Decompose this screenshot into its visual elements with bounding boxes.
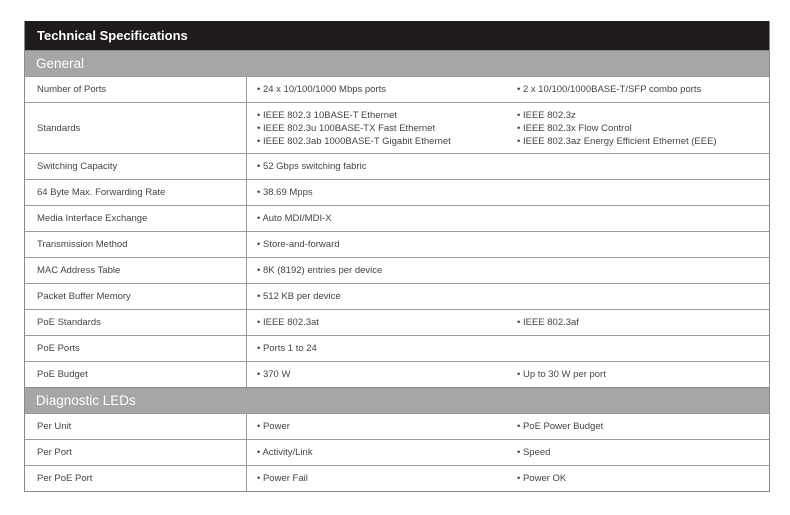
spec-value-primary xyxy=(247,232,510,257)
spec-value-line: PoE Standards xyxy=(37,317,101,328)
spec-value-line: • IEEE 802.3ab 1000BASE-T Gigabit Ethernet xyxy=(257,135,451,147)
spec-value-primary xyxy=(247,336,510,361)
spec-value-primary xyxy=(247,284,510,309)
spec-value-line: • Up to 30 W per port xyxy=(517,369,606,380)
spec-value-secondary xyxy=(510,310,769,335)
spec-value-secondary xyxy=(510,414,769,439)
spec-row xyxy=(25,205,769,231)
spec-value-primary xyxy=(247,77,510,102)
spec-value-secondary xyxy=(510,440,769,465)
spec-value-line: Packet Buffer Memory xyxy=(37,291,131,302)
spec-label xyxy=(25,440,247,465)
spec-label xyxy=(25,466,247,491)
spec-value-line: • Power OK xyxy=(517,473,567,484)
spec-label xyxy=(25,180,247,205)
spec-value-primary xyxy=(247,362,510,387)
spec-value-line: • IEEE 802.3az Energy Efficient Ethernet (EEE) xyxy=(517,135,717,147)
spec-value-line: • 512 KB per device xyxy=(257,291,341,302)
section-header: General xyxy=(25,50,769,76)
spec-value-primary xyxy=(247,466,510,491)
spec-row xyxy=(25,153,769,179)
spec-value-primary xyxy=(247,414,510,439)
spec-value-secondary xyxy=(510,154,769,179)
spec-value-line: • 24 x 10/100/1000 Mbps ports xyxy=(257,84,387,95)
spec-value-secondary xyxy=(510,362,769,387)
spec-value-line: 64 Byte Max. Forwarding Rate xyxy=(37,187,166,198)
spec-label xyxy=(25,414,247,439)
spec-value-line: • IEEE 802.3af xyxy=(517,317,579,328)
spec-value-line: Transmission Method xyxy=(37,239,128,250)
spec-row xyxy=(25,257,769,283)
spec-value-line: • IEEE 802.3z xyxy=(517,109,576,121)
spec-row xyxy=(25,179,769,205)
spec-label xyxy=(25,336,247,361)
spec-value-secondary xyxy=(510,232,769,257)
spec-value-line: • IEEE 802.3 10BASE-T Ethernet xyxy=(257,109,397,121)
spec-value-line: • 8K (8192) entries per device xyxy=(257,265,383,276)
spec-label xyxy=(25,258,247,283)
spec-value-line: • IEEE 802.3at xyxy=(257,317,319,328)
spec-value-line: • 2 x 10/100/1000BASE-T/SFP combo ports xyxy=(517,84,702,95)
spec-value-line: • IEEE 802.3u 100BASE-TX Fast Ethernet xyxy=(257,122,436,134)
spec-value-secondary xyxy=(510,180,769,205)
spec-value-primary xyxy=(247,103,510,153)
spec-row xyxy=(25,335,769,361)
spec-value-line: • PoE Power Budget xyxy=(517,421,604,432)
spec-value-line: Standards xyxy=(37,122,81,134)
spec-value-secondary xyxy=(510,258,769,283)
spec-value-line: • Power Fail xyxy=(257,473,308,484)
sections-container xyxy=(25,50,769,491)
spec-value-line: • Ports 1 to 24 xyxy=(257,343,317,354)
spec-label xyxy=(25,362,247,387)
spec-value-line: Per PoE Port xyxy=(37,473,93,484)
spec-value-line: Per Unit xyxy=(37,421,72,432)
spec-row xyxy=(25,309,769,335)
section-header: Diagnostic LEDs xyxy=(25,387,769,413)
spec-value-line: MAC Address Table xyxy=(37,265,121,276)
spec-value-secondary xyxy=(510,284,769,309)
table-title: Technical Specifications xyxy=(25,21,769,50)
spec-value-secondary xyxy=(510,77,769,102)
spec-value-primary xyxy=(247,180,510,205)
spec-value-line: PoE Ports xyxy=(37,343,80,354)
spec-label xyxy=(25,206,247,231)
spec-value-line: Per Port xyxy=(37,447,72,458)
spec-value-line: • Activity/Link xyxy=(257,447,313,458)
spec-value-primary xyxy=(247,440,510,465)
spec-label xyxy=(25,77,247,102)
spec-row xyxy=(25,439,769,465)
spec-value-primary xyxy=(247,206,510,231)
spec-row xyxy=(25,465,769,491)
spec-value-primary xyxy=(247,310,510,335)
spec-value-primary xyxy=(247,258,510,283)
spec-label xyxy=(25,310,247,335)
spec-value-primary xyxy=(247,154,510,179)
spec-value-line: • Auto MDI/MDI-X xyxy=(257,213,332,224)
spec-row xyxy=(25,283,769,309)
spec-row xyxy=(25,231,769,257)
spec-value-line: Media Interface Exchange xyxy=(37,213,148,224)
spec-row xyxy=(25,76,769,102)
spec-value-secondary xyxy=(510,103,769,153)
spec-label xyxy=(25,103,247,153)
technical-specifications-table xyxy=(24,21,770,492)
spec-label xyxy=(25,284,247,309)
spec-value-line: PoE Budget xyxy=(37,369,88,380)
spec-value-line: • Speed xyxy=(517,447,551,458)
spec-value-secondary xyxy=(510,336,769,361)
spec-row xyxy=(25,413,769,439)
spec-row xyxy=(25,361,769,387)
spec-row xyxy=(25,102,769,153)
spec-label xyxy=(25,154,247,179)
spec-value-line: • IEEE 802.3x Flow Control xyxy=(517,122,632,134)
spec-value-line: • Store-and-forward xyxy=(257,239,340,250)
spec-value-line: Number of Ports xyxy=(37,84,107,95)
spec-value-secondary xyxy=(510,206,769,231)
spec-value-line: • 52 Gbps switching fabric xyxy=(257,161,367,172)
spec-label xyxy=(25,232,247,257)
spec-value-line: • 370 W xyxy=(257,369,291,380)
spec-value-line: • 38.69 Mpps xyxy=(257,187,313,198)
spec-value-secondary xyxy=(510,466,769,491)
spec-value-line: Switching Capacity xyxy=(37,161,118,172)
spec-value-line: • Power xyxy=(257,421,290,432)
